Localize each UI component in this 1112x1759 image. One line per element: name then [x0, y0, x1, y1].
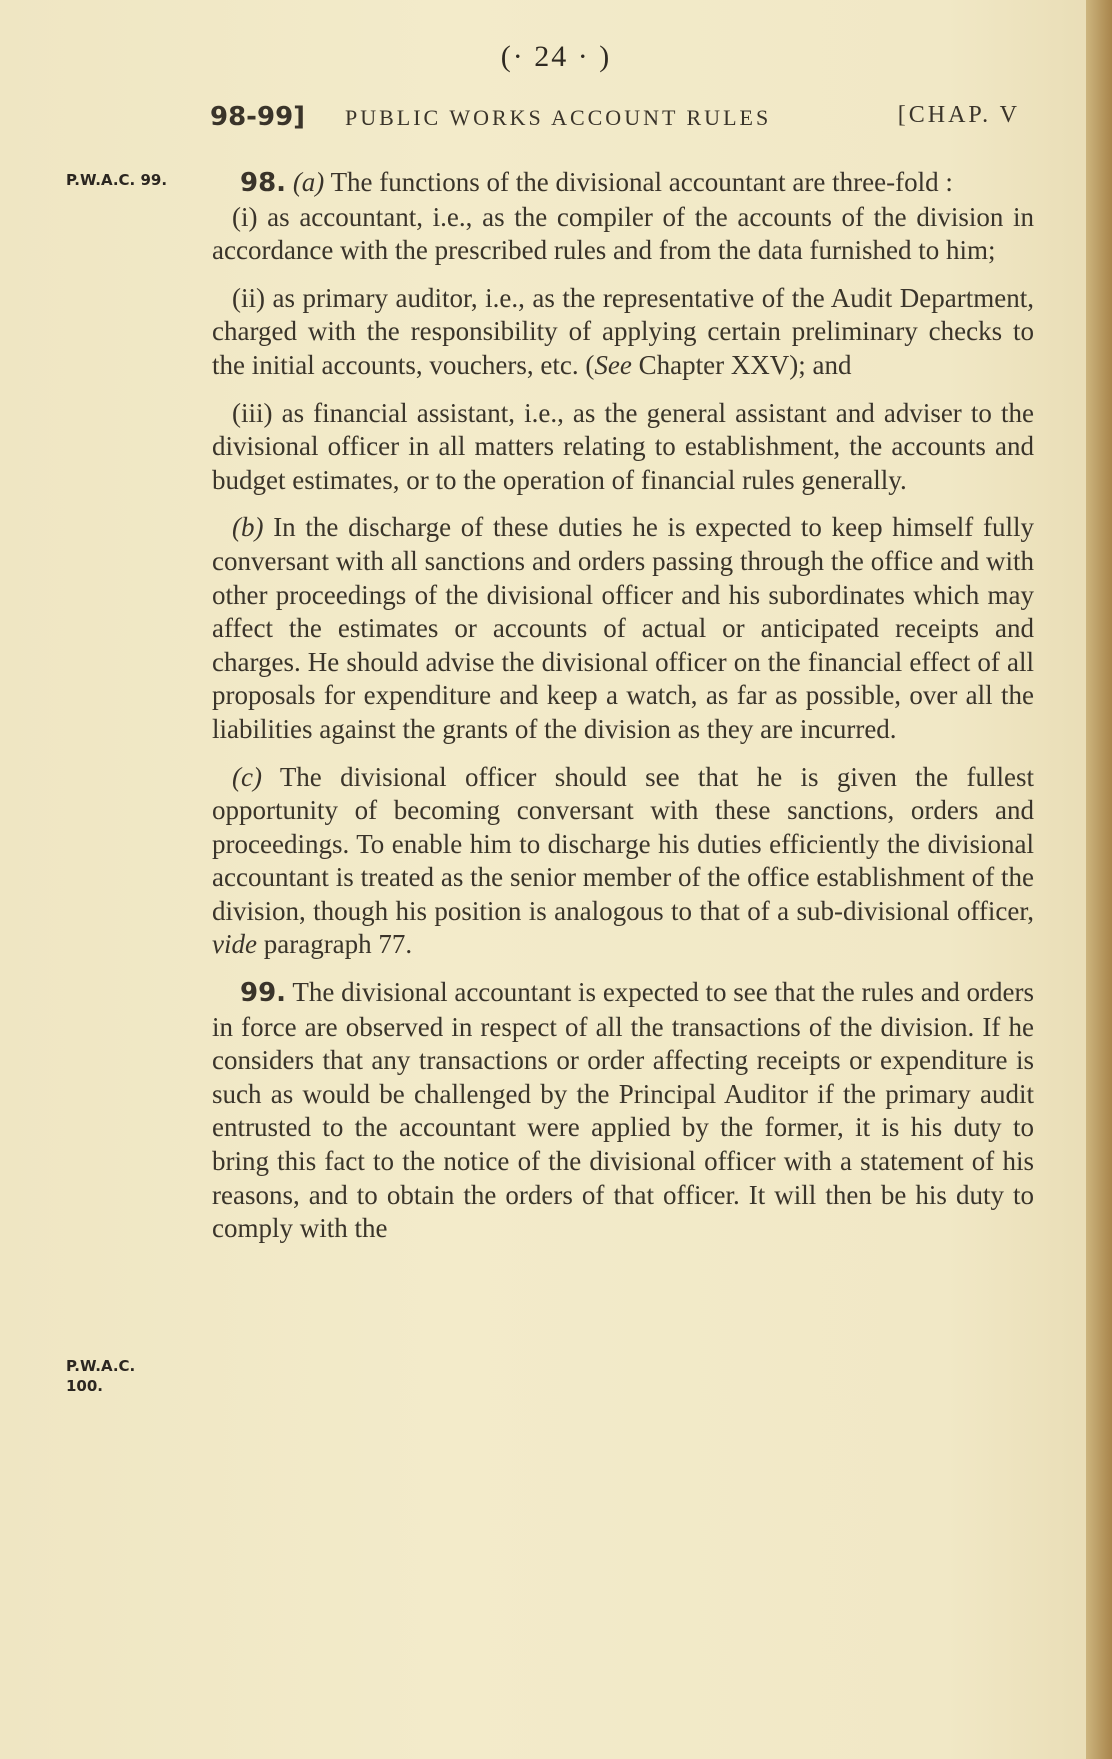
para-98-number: 98.	[240, 168, 287, 198]
running-head-chapter: [CHAP. V	[897, 102, 1020, 128]
margin-note-pwac-99: P.W.A.C. 99.	[66, 171, 168, 189]
paragraph-98	[212, 166, 1034, 1246]
page-edge	[1086, 0, 1112, 1759]
para-98-clause-ii: (ii) as primary auditor, i.e., as the representative of the Audit Department, charged with the responsibility of applying certain preliminary checks to the initial accounts, vouchers, etc. (See Chapter XXV); and	[212, 282, 1034, 380]
paragraph-99: 99. The divisional accountant is expected to see that the rules and orders in force are observed in respect of all the transactions of the division. If he considers that any transactions or order affecting receipts or expenditure is such as would be challenged by the Principal Auditor if the primary audit entrusted to the accountant were applied by the former, it is his duty to bring this fact to the notice of the divisional officer with a statement of his reasons, and to obtain the orders of that officer. It will then be his duty to comply with the	[212, 977, 1034, 1244]
running-head-title: PUBLIC WORKS ACCOUNT RULES	[345, 105, 772, 130]
para-98-clause-iii: (iii) as financial assistant, i.e., as the general assistant and adviser to the divisional officer in all matters relating to establishment, the accounts and budget estimates, or to the operation of financial rules generally.	[212, 397, 1034, 495]
para-98-c: (c) The divisional officer should see that he is given the fullest opportunity of becoming conversant with these sanctions, orders and proceedings. To enable him to discharge his duties efficiently the divisional accountant is treated as the senior member of the office establishment of the division, though his position is analogous to that of a sub-divisional officer, vide paragraph 77.	[212, 761, 1034, 960]
margin-note-pwac-100: P.W.A.C. 100.	[66, 1357, 136, 1395]
para-98-a: 98. (a) The functions of the divisional accountant are three-fold :	[240, 167, 953, 198]
running-head-sections: 98-99]	[210, 102, 306, 132]
para-98-clause-i: (i) as accountant, i.e., as the compiler of the accounts of the division in accordance with the prescribed rules and from the data furnished to him;	[212, 201, 1034, 266]
page-number: (· 24 · )	[500, 40, 612, 73]
para-99-number: 99.	[240, 978, 287, 1009]
running-head	[210, 102, 1020, 142]
para-98-b: (b) In the discharge of these duties he is expected to keep himself fully conversant with all sanctions and orders passing through the office and with other proceedings of the divisional officer and his subordinates which may affect the estimates or accounts of actual or anticipated receipts and charges. He should advise the divisional officer on the financial effect of all proposals for expenditure and keep a watch, as far as possible, over all the liabilities against the grants of the division as they are incurred.	[212, 512, 1034, 744]
